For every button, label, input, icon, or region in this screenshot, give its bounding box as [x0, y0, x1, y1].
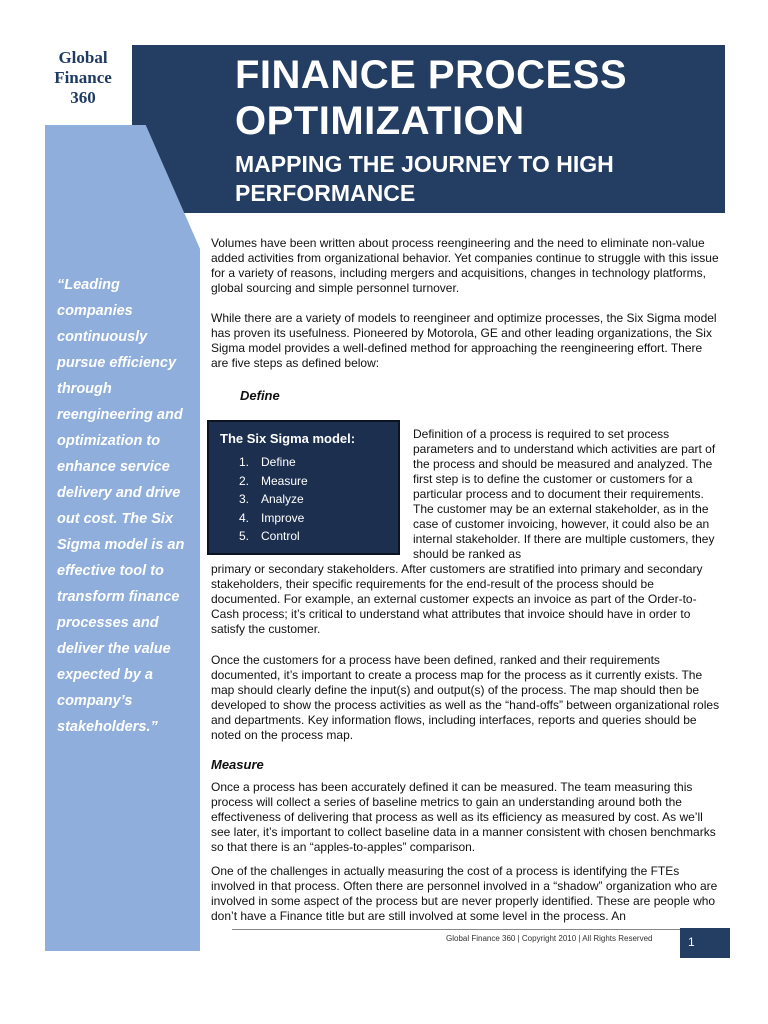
intro-paragraph-2: While there are a variety of models to reengineer and optimize processes, the Six Sigma model has proven its usefulness. Pioneered by Motorola, GE and other leading organizations, the Six Sigma model provides a well-defined method for approaching the reengineering effort. There are five steps as defined below: — [211, 311, 717, 370]
list-item-label: Analyze — [261, 492, 304, 506]
six-sigma-box — [207, 420, 400, 555]
six-sigma-steps-list — [239, 453, 308, 546]
list-item-label: Control — [261, 529, 300, 543]
pull-quote: “Leading companies continuously pursue efficiency through reengineering and optimization to enhance service delivery and drive out cost. The Six Sigma model is an effective tool to transform finance processes and deliver the value expected by a company’s stakeholders.” — [57, 277, 185, 735]
six-sigma-box-title: The Six Sigma model: — [220, 431, 356, 446]
list-item — [239, 509, 308, 528]
logo-line-1: Global — [58, 48, 108, 67]
list-item — [239, 527, 308, 546]
list-item-number: 4. — [239, 510, 250, 525]
logo-line-2: Finance — [54, 68, 112, 87]
list-item-number: 3. — [239, 492, 250, 506]
list-item-label: Measure — [261, 473, 308, 488]
list-item-number: 2. — [239, 473, 250, 488]
measure-heading: Measure — [211, 757, 264, 772]
page-subtitle: MAPPING THE JOURNEY TO HIGH PERFORMANCE — [235, 151, 614, 206]
list-item — [239, 490, 308, 509]
define-heading: Define — [240, 388, 280, 403]
measure-paragraph-1: Once a process has been accurately defined it can be measured. The team measuring this process will collect a series of baseline metrics to gain an understanding around both the effectiveness of delivering that process as well as its efficiency as measured by cost. As we’ll see later, it’s important to collect baseline data in a manner consistent with chosen benchmarks so that there is an “apples-to-apples” comparison. — [211, 780, 716, 854]
define-paragraph-2: Once the customers for a process have been defined, ranked and their requirements documented, it’s important to create a process map for the process as it currently exists. The map should clearly define the input(s) and output(s) of the process. The map should then be developed to show the process activities as well as the “hand-offs” between organizational roles and departments. Key information flows, including interfaces, reports and queries should be noted on the process map. — [211, 653, 720, 742]
page-title: FINANCE PROCESS OPTIMIZATION — [235, 53, 627, 143]
footer-divider — [232, 929, 680, 930]
list-item — [239, 453, 308, 472]
logo — [38, 48, 128, 108]
list-item-number: 5. — [239, 529, 250, 543]
define-paragraph-1: Definition of a process is required to set process parameters and to understand which activities are part of the process and should be measured and analyzed. The first step is to define the customer or customers for a particular process and to document their requirements. The customer may be an external stakeholder, as in the case of customer invoicing, however, it could also be an internal stakeholder. If there are multiple customers, they should be ranked as — [413, 427, 716, 561]
measure-paragraph-2: One of the challenges in actually measuring the cost of a process is identifying the FTEs involved in that process. Often there are personnel involved in a “shadow” organization who are involved in some aspect of the process but are never properly identified. These are people who don’t have a Finance title but are still involved at some level in the process. An — [211, 864, 718, 923]
list-item — [239, 472, 308, 491]
intro-paragraph-1: Volumes have been written about process reengineering and the need to eliminate non-value added activities from organizational behavior. Yet companies continue to struggle with this issue for a variety of reasons, including mergers and acquisitions, changes in technology platforms, global sourcing and simple personnel turnover. — [211, 236, 719, 295]
footer-copyright: Global Finance 360 | Copyright 2010 | All Rights Reserved — [446, 934, 653, 943]
define-paragraph-1-continued: primary or secondary stakeholders. After customers are stratified into primary and secondary stakeholders, their specific requirements for the end-result of the process should be documented. For example, an external customer expects an invoice as part of the Order-to-Cash process; it’s critical to understand what attributes that invoice should have in order to satisfy the customer. — [211, 562, 703, 636]
list-item-number: 1. — [239, 455, 250, 469]
page-number: 1 — [688, 935, 695, 949]
list-item-label: Improve — [261, 510, 305, 525]
logo-line-3: 360 — [70, 88, 96, 107]
page-number-box — [680, 928, 730, 958]
list-item-label: Define — [261, 455, 296, 469]
